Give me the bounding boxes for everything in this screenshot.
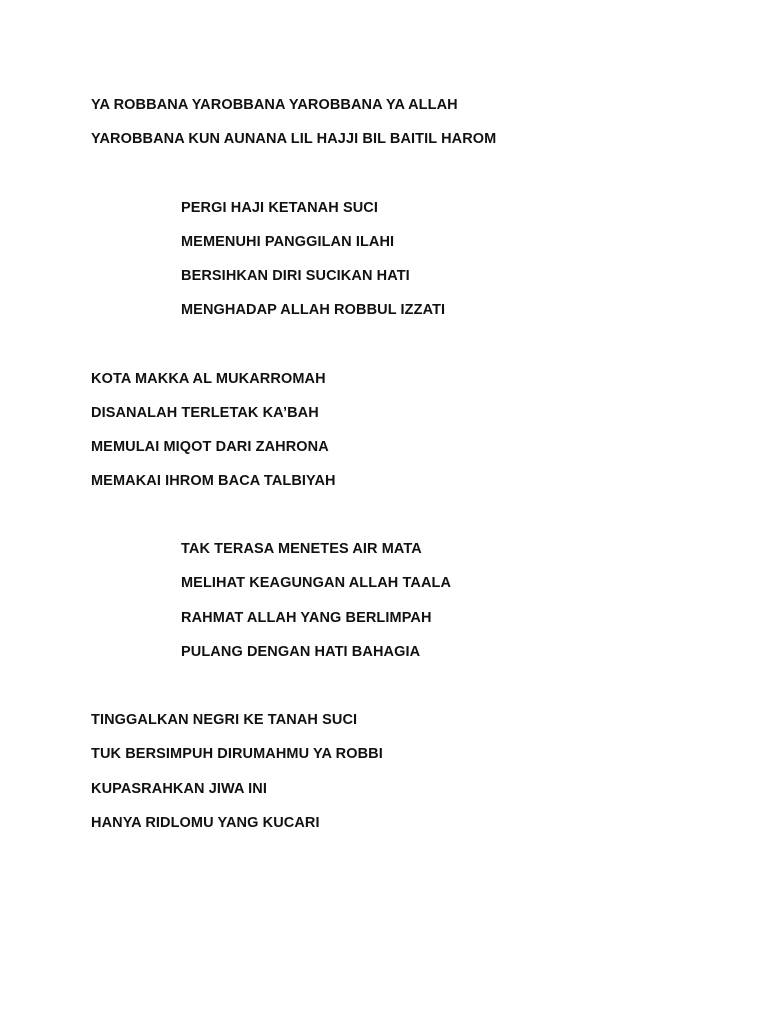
stanza4-line-1: TINGGALKAN NEGRI KE TANAH SUCI (91, 712, 358, 728)
stanza3-line-4: PULANG DENGAN HATI BAHAGIA (181, 644, 421, 660)
stanza3-line-1: TAK TERASA MENETES AIR MATA (181, 541, 422, 557)
intro-line-2: YAROBBANA KUN AUNANA LIL HAJJI BIL BAITIL HAROM (91, 131, 497, 147)
stanza1-line-4: MENGHADAP ALLAH ROBBUL IZZATI (181, 302, 446, 318)
stanza1-line-2: MEMENUHI PANGGILAN ILAHI (181, 234, 395, 250)
stanza4-line-2: TUK BERSIMPUH DIRUMAHMU YA ROBBI (91, 746, 383, 762)
stanza1-line-1: PERGI HAJI KETANAH SUCI (181, 200, 378, 216)
stanza3-line-2: MELIHAT KEAGUNGAN ALLAH TAALA (181, 575, 452, 591)
stanza1-line-3: BERSIHKAN DIRI SUCIKAN HATI (181, 268, 410, 284)
stanza4-line-3: KUPASRAHKAN JIWA INI (91, 781, 268, 797)
stanza2-line-3: MEMULAI MIQOT DARI ZAHRONA (91, 439, 329, 455)
stanza3-line-3: RAHMAT ALLAH YANG BERLIMPAH (181, 610, 432, 626)
stanza2-line-2: DISANALAH TERLETAK KA’BAH (91, 405, 319, 421)
stanza2-line-1: KOTA MAKKA AL MUKARROMAH (91, 371, 326, 387)
stanza2-line-4: MEMAKAI IHROM BACA TALBIYAH (91, 473, 336, 489)
intro-line-1: YA ROBBANA YAROBBANA YAROBBANA YA ALLAH (91, 97, 458, 113)
stanza4-line-4: HANYA RIDLOMU YANG KUCARI (91, 815, 320, 831)
